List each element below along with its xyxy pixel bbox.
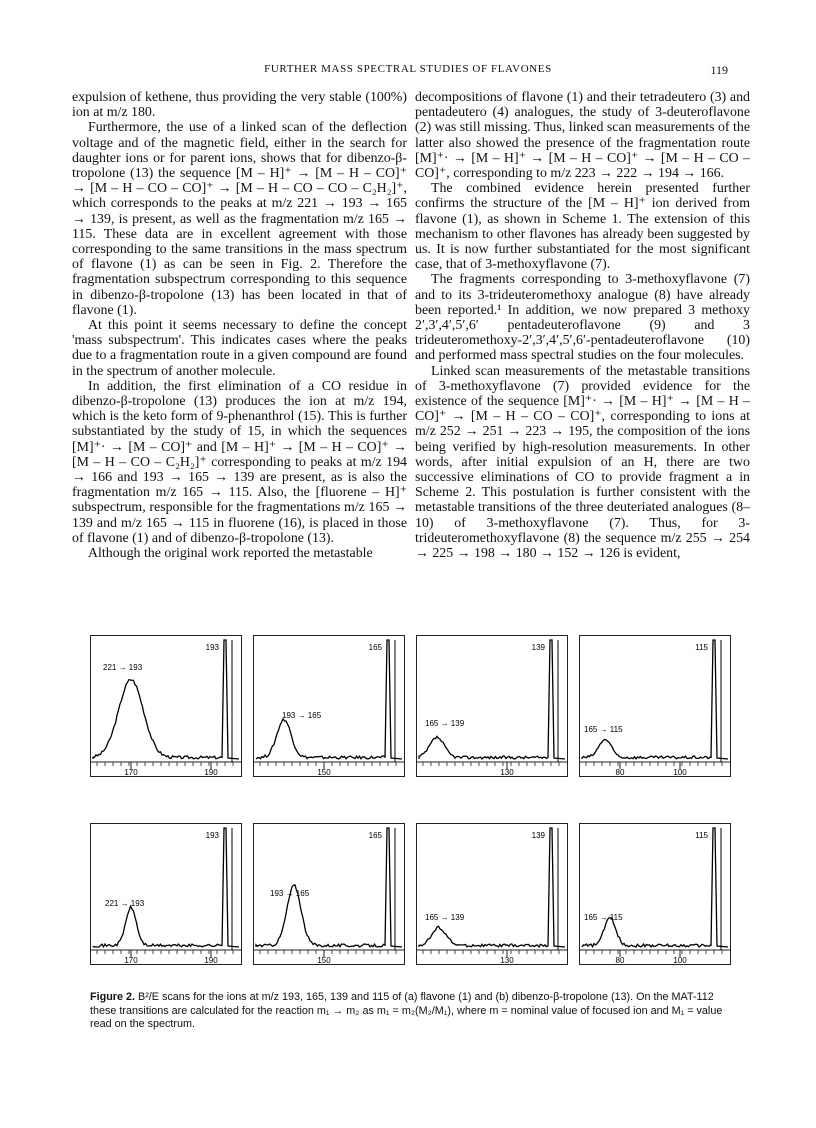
spectrum-panel (416, 635, 568, 777)
page-number: 119 (710, 63, 728, 77)
peak-label: 139 (531, 643, 545, 652)
paragraph: Furthermore, the use of a linked scan of the deflection voltage and of the magnetic field, either in the search for daughter ions or for parent ions, shows that for dibenzo-β-tropolone (13) the sequence [M – H]⁺ → [M – H – CO]⁺ → [M – H – CO – CO]⁺ → [M – H – CO – CO – C₂H₂]⁺, which corresponds to the peaks at m/z 221 → 193 → 165 → 139, is present, as well as the fragmentation m/z 165 → 115. These data are in excellent agreement with those corresponding to the same transitions in the mass spectrum of flavone (1) as can be seen in Fig. 2. Therefore the fragmentation subspectrum corresponding to this sequence in dibenzo-β-tropolone (13) has been located in that of flavone (1). (72, 120, 407, 318)
figure-caption (90, 991, 740, 1032)
tick-label: 130 (500, 956, 514, 964)
transition-label: 221 → 193 (105, 899, 145, 908)
figure-2-spectra (90, 635, 740, 990)
running-title: FURTHER MASS SPECTRAL STUDIES OF FLAVONES (264, 63, 552, 75)
transition-label: 165 → 115 (584, 913, 623, 922)
spectrum-panel (416, 823, 568, 965)
paragraph: At this point it seems necessary to define the concept 'mass subspectrum'. This indicates cases where the peaks due to a fragmentation route in a given compound are found in the spectrum of another molecule. (72, 318, 407, 379)
spectrum-trace (582, 640, 728, 759)
caption-label: Figure 2. (90, 991, 135, 1003)
spectrum-trace (582, 828, 728, 947)
transition-label: 193 → 165 (282, 711, 322, 720)
paragraph: Linked scan measurements of the metastable transitions of 3-methoxyflavone (7) provided evidence for the existence of the sequence [M]⁺· → [M – H]⁺ → [M – H – CO]⁺ → [M – H – CO – CO]⁺, corresponding to ions at m/z 252 → 251 → 223 → 195, the composition of the ions being verified by high-resolution measurements. In other words, after initial expulsion of an H, there are two successive eliminations of CO to provide fragment a in Scheme 2. This postulation is further consistent with the metastable transitions of the three deuteriated analogues (8–10) of 3-methoxyflavone (7). Thus, for 3-trideuteromethoxyflavone (8) the sequence m/z 255 → 254 → 225 → 198 → 180 → 152 → 126 is evident, (415, 363, 750, 562)
spectrum-panel (253, 635, 405, 777)
paragraph: expulsion of kethene, thus providing the very stable (100%) ion at m/z 180. (72, 90, 407, 121)
spectrum-trace (419, 640, 565, 759)
peak-label: 139 (531, 831, 545, 840)
spectrum-trace (256, 828, 402, 947)
spectrum-trace (93, 640, 239, 759)
transition-label: 165 → 115 (584, 725, 623, 734)
peak-label: 193 (205, 643, 219, 652)
paragraph: Although the original work reported the metastable (88, 546, 373, 562)
peak-label: 193 (205, 831, 219, 840)
transition-label: 221 → 193 (103, 663, 143, 672)
spectrum-panel (253, 823, 405, 965)
tick-label: 130 (500, 768, 514, 776)
tick-label: 80 (615, 768, 625, 776)
spectrum-trace (419, 828, 565, 947)
paragraph: In addition, the first elimination of a CO residue in dibenzo-β-tropolone (13) produces the ion at m/z 194, which is the keto form of 9-phenanthrol (15). This is further substantiated by the study of 15, in which the sequences [M]⁺· → [M – CO]⁺ and [M – H]⁺ → [M – H – CO]⁺ → [M – H – CO – C₂H₂]⁺ corresponding to peaks at m/z 194 → 166 and 193 → 165 → 139 are present, as is also the fragmentation m/z 165 → 115. Also, the [fluorene – H]⁺ subspectrum, responsible for the fragmentations m/z 165 → 139 and m/z 165 → 115 in fluorene (16), is placed in those of flavone (1) and of dibenzo-β-tropolone (13). (72, 378, 407, 546)
tick-label: 190 (204, 768, 218, 776)
tick-label: 190 (204, 956, 218, 964)
right-column (415, 90, 750, 561)
transition-label: 193 → 165 (270, 889, 310, 898)
tick-label: 170 (124, 956, 138, 964)
spectrum-panel (90, 823, 242, 965)
spectrum-trace (256, 640, 402, 759)
transition-label: 165 → 139 (425, 913, 465, 922)
spectrum-trace (93, 828, 239, 947)
spectrum-panel (579, 823, 731, 965)
paragraph: The combined evidence herein presented further confirms the structure of the [M – H]⁺ ion derived from flavone (1), as shown in Scheme 1. The extension of this mechanism to other flavones has already been suggested by us. It is now further substantiated for the most significant case, that of 3-methoxyflavone (7). (415, 181, 750, 273)
left-column (72, 90, 407, 561)
peak-label: 115 (695, 831, 708, 840)
peak-label: 165 (368, 643, 382, 652)
tick-label: 100 (673, 768, 687, 776)
spectrum-panel (90, 635, 242, 777)
tick-label: 150 (317, 768, 331, 776)
transition-label: 165 → 139 (425, 719, 465, 728)
tick-label: 170 (124, 768, 138, 776)
peak-label: 165 (368, 831, 382, 840)
peak-label: 115 (695, 643, 708, 652)
caption-text: B²/E scans for the ions at m/z 193, 165, 139 and 115 of (a) flavone (1) and (b) dibenzo-β-tropolone (13). On the MAT-112 these transitions are calculated for the reaction m₁ → m₂ as m₁ = m₂(M₂/M₁), where m = nominal value of focused ion and M₁ = value read on the spectrum. (90, 991, 723, 1031)
spectrum-panel (579, 635, 731, 777)
page-header (0, 63, 816, 83)
tick-label: 150 (317, 956, 331, 964)
paragraph: decompositions of flavone (1) and their tetradeutero (3) and pentadeutero (4) analogues, the study of 3-deuteroflavone (2) was still missing. Thus, linked scan measurements of the latter also showed the presence of the fragmentation route [M]⁺· → [M – H]⁺ → [M – H – CO]⁺ → [M – H – CO – CO]⁺, corresponding to m/z 223 → 222 → 194 → 166. (415, 90, 750, 182)
tick-label: 100 (673, 956, 687, 964)
paragraph: The fragments corresponding to 3-methoxyflavone (7) and to its 3-trideuteromethoxy analogue (8) have already been reported.¹ In addition, we now prepared 3 methoxy 2′,3′,4′,5′,6′ pentadeuteroflavone (9) and 3 trideuteromethoxy-2′,3′,4′,5′,6′-pentadeuteroflavone (10) and performed mass spectral studies on the four molecules. (415, 272, 750, 364)
tick-label: 80 (615, 956, 625, 964)
